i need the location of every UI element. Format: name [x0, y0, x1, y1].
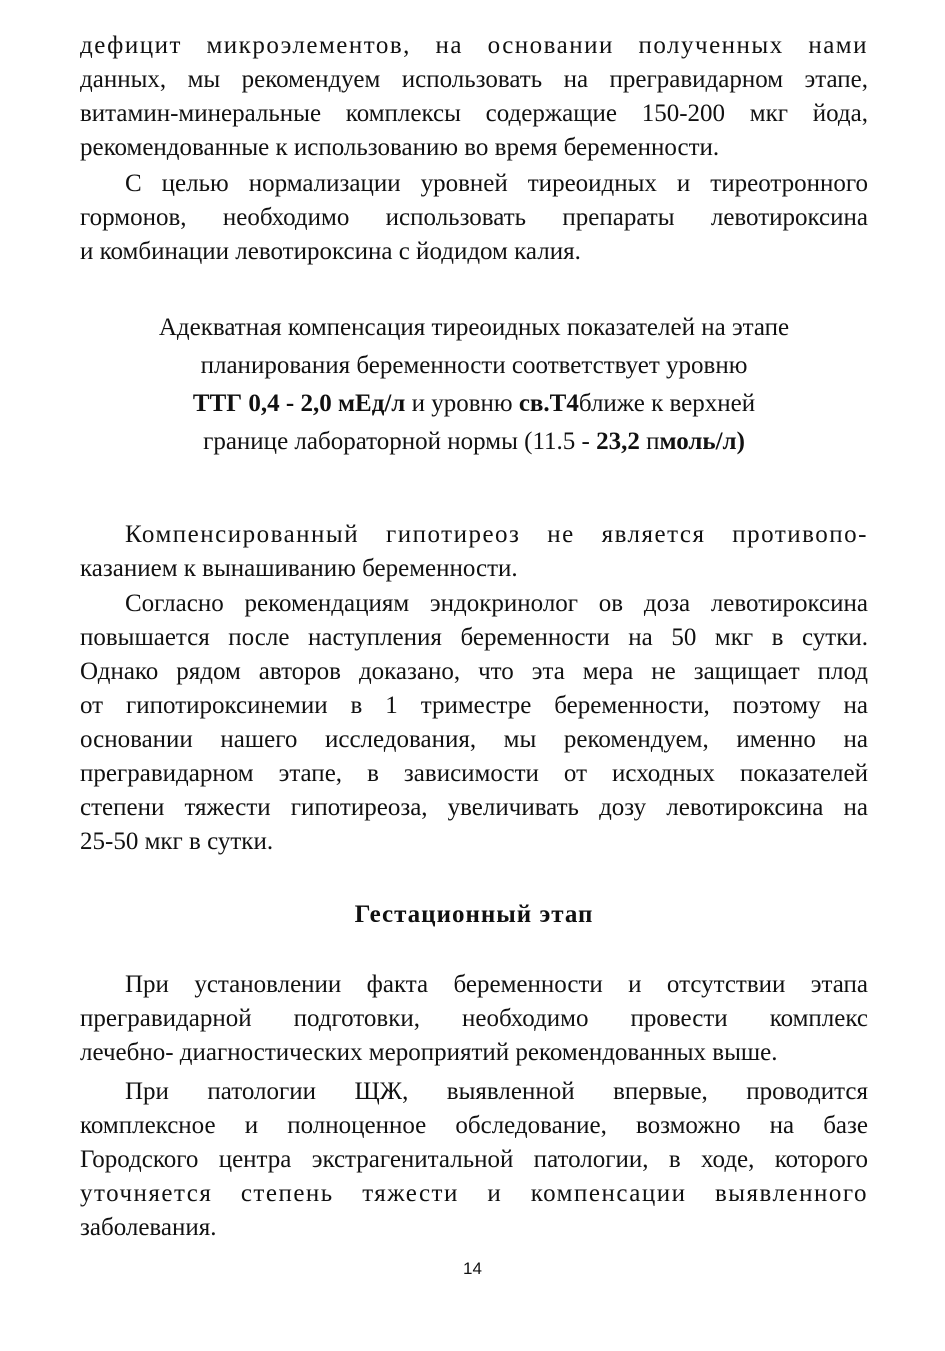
text-line: казанием к вынашиванию беременности.	[80, 555, 518, 582]
text-line: лечебно- диагностических мероприятий рекомендованных выше.	[80, 1039, 778, 1066]
text-line: С целью нормализации уровней тиреоидных и тиреотронного	[125, 170, 868, 197]
text-line: 25-50 мкг в сутки.	[80, 828, 274, 855]
highlight-text: и уровню	[405, 390, 519, 417]
text-line: заболевания.	[80, 1214, 217, 1241]
free-t4-label: св.Т4	[518, 390, 579, 417]
highlight-text: границе лабораторной нормы (11.5 -	[203, 428, 597, 455]
text-line: Компенсированный гипотиреоз не является противопо-	[125, 521, 868, 548]
text-line: При патологии ЩЖ, выявленной впервые, проводится	[125, 1078, 868, 1105]
text-line: и комбинации левотироксина с йодидом калия.	[80, 238, 581, 265]
text-line: прегравидарном этапе, в зависимости от исходных показателей	[80, 760, 868, 787]
text-line: Согласно рекомендациям эндокринолог ов доза левотироксина	[125, 590, 868, 617]
text-line: от гипотироксинемии в 1 триместре беременности, поэтому на	[80, 692, 868, 719]
paragraph-5	[80, 968, 868, 1070]
page-number: 14	[463, 1259, 482, 1278]
text-line: уточняется степень тяжести и компенсации выявленного	[80, 1180, 868, 1207]
paragraph-1	[80, 29, 868, 165]
text-line: гормонов, необходимо использовать препараты левотироксина	[80, 204, 868, 231]
paragraph-4	[80, 587, 868, 859]
text-line: данных, мы рекомендуем использовать на прегравидарном этапе,	[80, 66, 868, 93]
unit-label: моль/л)	[659, 428, 745, 455]
highlight-line: планирования беременности соответствует уровню	[200, 352, 748, 379]
paragraph-2	[80, 167, 868, 269]
highlight-text: п	[639, 428, 660, 455]
text-line: повышается после наступления беременности на 50 мкг в сутки.	[80, 624, 868, 651]
text-line: дефицит микроэлементов, на основании полученных нами	[80, 32, 868, 59]
text-line: прегравидарной подготовки, необходимо провести комплекс	[80, 1005, 868, 1032]
highlight-line	[80, 423, 868, 461]
tsh-range: ТТГ 0,4 - 2,0 мЕд/л	[192, 390, 406, 417]
text-line: рекомендованные к использованию во время беременности.	[80, 134, 720, 161]
text-line: витамин-минеральные комплексы содержащие 150-200 мкг йода,	[80, 100, 868, 127]
highlight-text: ближе к верхней	[578, 390, 756, 417]
text-line: основании нашего исследования, мы рекомендуем, именно на	[80, 726, 868, 753]
paragraph-6	[80, 1075, 868, 1245]
text-line: комплексное и полноценное обследование, возможно на базе	[80, 1112, 868, 1139]
text-line: степени тяжести гипотиреоза, увеличивать дозу левотироксина на	[80, 794, 868, 821]
section-heading: Гестационный этап	[354, 901, 594, 928]
upper-limit-value: 23,2	[596, 428, 640, 455]
paragraph-3	[80, 518, 868, 586]
text-line: При установлении факта беременности и отсутствии этапа	[125, 971, 868, 998]
highlight-line: Адекватная компенсация тиреоидных показателей на этапе	[158, 314, 790, 341]
highlight-line	[80, 385, 868, 423]
highlight-block	[80, 309, 868, 461]
text-line: Однако рядом авторов доказано, что эта мера не защищает плод	[80, 658, 868, 685]
text-line: Городского центра экстрагенитальной патологии, в ходе, которого	[80, 1146, 868, 1173]
